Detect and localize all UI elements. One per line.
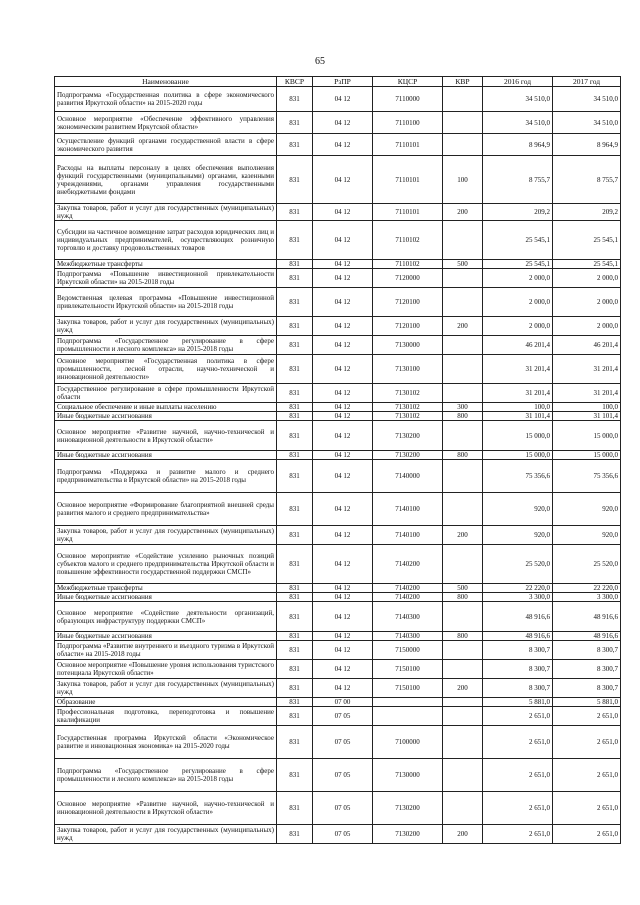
cell-name: Закупка товаров, работ и услуг для государственных (муниципальных) нужд bbox=[55, 526, 277, 545]
table-row bbox=[55, 221, 621, 260]
cell-2017: 2 000,0 bbox=[553, 288, 621, 317]
cell-kcsr: 7150000 bbox=[373, 641, 443, 660]
cell-2016: 8 300,7 bbox=[483, 660, 553, 679]
cell-name: Подпрограмма «Развитие внутреннего и въездного туризма в Иркутской области» на 2015-2018 годы bbox=[55, 641, 277, 660]
cell-kvr: 800 bbox=[443, 593, 483, 602]
header-rzpr: РзПР bbox=[313, 77, 373, 87]
cell-kvr bbox=[443, 493, 483, 526]
cell-kvsr: 831 bbox=[277, 593, 313, 602]
cell-kvsr: 831 bbox=[277, 204, 313, 221]
cell-kvsr: 831 bbox=[277, 412, 313, 421]
cell-kcsr: 7130200 bbox=[373, 451, 443, 460]
cell-kvr: 500 bbox=[443, 260, 483, 269]
cell-kvr: 800 bbox=[443, 412, 483, 421]
cell-name: Подпрограмма «Повышение инвестиционной привлекательности Иркутской области» на 2015-2018 годы bbox=[55, 269, 277, 288]
cell-2017: 15 000,0 bbox=[553, 421, 621, 451]
header-name: Наименование bbox=[55, 77, 277, 87]
cell-name: Межбюджетные трансферты bbox=[55, 260, 277, 269]
table-row bbox=[55, 412, 621, 421]
cell-2016: 75 356,6 bbox=[483, 460, 553, 493]
cell-kcsr: 7100000 bbox=[373, 726, 443, 759]
cell-rzpr: 07 05 bbox=[313, 792, 373, 825]
cell-2016: 2 651,0 bbox=[483, 707, 553, 726]
cell-kvsr: 831 bbox=[277, 726, 313, 759]
cell-2017: 25 520,0 bbox=[553, 545, 621, 584]
table-header bbox=[55, 77, 621, 87]
cell-name: Основное мероприятие «Содействие деятельности организаций, образующих инфраструктуру поддержки СМСП» bbox=[55, 602, 277, 632]
cell-2016: 100,0 bbox=[483, 403, 553, 412]
cell-2017: 8 755,7 bbox=[553, 156, 621, 204]
cell-kvr bbox=[443, 759, 483, 792]
cell-rzpr: 04 12 bbox=[313, 317, 373, 336]
cell-2016: 31 101,4 bbox=[483, 412, 553, 421]
cell-2016: 34 510,0 bbox=[483, 87, 553, 112]
cell-rzpr: 04 12 bbox=[313, 641, 373, 660]
cell-name: Государственная программа Иркутской области «Экономическое развитие и инновационная экономика» на 2015-2020 годы bbox=[55, 726, 277, 759]
cell-rzpr: 04 12 bbox=[313, 593, 373, 602]
table-row bbox=[55, 707, 621, 726]
cell-name: Социальное обеспечение и иные выплаты населению bbox=[55, 403, 277, 412]
cell-rzpr: 04 12 bbox=[313, 260, 373, 269]
cell-kvsr: 831 bbox=[277, 460, 313, 493]
cell-kcsr: 7140100 bbox=[373, 493, 443, 526]
cell-2016: 8 300,7 bbox=[483, 641, 553, 660]
cell-kcsr: 7130100 bbox=[373, 355, 443, 384]
cell-kvr bbox=[443, 355, 483, 384]
cell-name: Закупка товаров, работ и услуг для государственных (муниципальных) нужд bbox=[55, 204, 277, 221]
cell-name: Подпрограмма «Поддержка и развитие малого и среднего предпринимательства в Иркутской области» на 2015-2018 годы bbox=[55, 460, 277, 493]
cell-2017: 2 000,0 bbox=[553, 317, 621, 336]
cell-kvsr: 831 bbox=[277, 260, 313, 269]
header-kvr: КВР bbox=[443, 77, 483, 87]
cell-name: Осуществление функций органами государственной власти в сфере экономического развития bbox=[55, 134, 277, 156]
cell-name: Подпрограмма «Государственное регулирование в сфере промышленности и лесного комплекса» на 2015-2018 годы bbox=[55, 336, 277, 355]
cell-2016: 48 916,6 bbox=[483, 602, 553, 632]
cell-kvr bbox=[443, 641, 483, 660]
cell-2017: 2 651,0 bbox=[553, 825, 621, 844]
cell-kcsr: 7110102 bbox=[373, 260, 443, 269]
cell-2017: 2 651,0 bbox=[553, 726, 621, 759]
table-row bbox=[55, 384, 621, 403]
cell-kvsr: 831 bbox=[277, 526, 313, 545]
cell-2017: 31 201,4 bbox=[553, 384, 621, 403]
cell-name: Ведомственная целевая программа «Повышение инвестиционной привлекательности Иркутской области» на 2015-2018 годы bbox=[55, 288, 277, 317]
cell-2017: 25 545,1 bbox=[553, 260, 621, 269]
cell-kvr: 200 bbox=[443, 204, 483, 221]
cell-rzpr: 07 05 bbox=[313, 825, 373, 844]
cell-2016: 8 755,7 bbox=[483, 156, 553, 204]
header-kvsr: КВСР bbox=[277, 77, 313, 87]
cell-rzpr: 04 12 bbox=[313, 336, 373, 355]
cell-2017: 48 916,6 bbox=[553, 632, 621, 641]
cell-kvsr: 831 bbox=[277, 403, 313, 412]
cell-kcsr: 7110100 bbox=[373, 112, 443, 134]
cell-name: Закупка товаров, работ и услуг для государственных (муниципальных) нужд bbox=[55, 679, 277, 698]
cell-2016: 34 510,0 bbox=[483, 112, 553, 134]
cell-kcsr bbox=[373, 698, 443, 707]
cell-kvr bbox=[443, 602, 483, 632]
cell-rzpr: 04 12 bbox=[313, 112, 373, 134]
cell-2017: 75 356,6 bbox=[553, 460, 621, 493]
cell-name: Профессиональная подготовка, переподготовка и повышение квалификации bbox=[55, 707, 277, 726]
cell-rzpr: 04 12 bbox=[313, 526, 373, 545]
table-row bbox=[55, 493, 621, 526]
cell-rzpr: 04 12 bbox=[313, 288, 373, 317]
cell-kvr: 200 bbox=[443, 825, 483, 844]
cell-kvsr: 831 bbox=[277, 707, 313, 726]
cell-kcsr: 7110102 bbox=[373, 221, 443, 260]
table-row bbox=[55, 204, 621, 221]
cell-2016: 46 201,4 bbox=[483, 336, 553, 355]
cell-kvr bbox=[443, 269, 483, 288]
cell-kvsr: 831 bbox=[277, 792, 313, 825]
cell-kvsr: 831 bbox=[277, 355, 313, 384]
cell-kvsr: 831 bbox=[277, 221, 313, 260]
cell-name: Межбюджетные трансферты bbox=[55, 584, 277, 593]
cell-rzpr: 04 12 bbox=[313, 134, 373, 156]
cell-name: Подпрограмма «Государственное регулирование в сфере промышленности и лесного комплекса» на 2015-2018 годы bbox=[55, 759, 277, 792]
cell-rzpr: 04 12 bbox=[313, 451, 373, 460]
cell-kcsr: 7140200 bbox=[373, 584, 443, 593]
cell-kcsr: 7110101 bbox=[373, 156, 443, 204]
cell-kvsr: 831 bbox=[277, 288, 313, 317]
cell-kvsr: 831 bbox=[277, 317, 313, 336]
cell-rzpr: 07 05 bbox=[313, 726, 373, 759]
cell-kcsr: 7130200 bbox=[373, 421, 443, 451]
cell-2017: 8 300,7 bbox=[553, 641, 621, 660]
cell-rzpr: 04 12 bbox=[313, 204, 373, 221]
cell-rzpr: 04 12 bbox=[313, 460, 373, 493]
cell-kvsr: 831 bbox=[277, 759, 313, 792]
cell-name: Субсидии на частичное возмещение затрат расходов юридических лиц и индивидуальных предпринимателей, осуществляющих розничную торговлю и доставку продовольственных товаров bbox=[55, 221, 277, 260]
cell-kvr: 200 bbox=[443, 317, 483, 336]
header-row bbox=[55, 77, 621, 87]
cell-kvsr: 831 bbox=[277, 602, 313, 632]
cell-name: Основное мероприятие «Формирование благоприятной внешней среды развития малого и среднего предпринимательства» bbox=[55, 493, 277, 526]
table-row bbox=[55, 355, 621, 384]
cell-kvr bbox=[443, 726, 483, 759]
table-row bbox=[55, 726, 621, 759]
cell-kcsr: 7140000 bbox=[373, 460, 443, 493]
cell-kvr bbox=[443, 460, 483, 493]
cell-kvsr: 831 bbox=[277, 112, 313, 134]
cell-kvsr: 831 bbox=[277, 698, 313, 707]
cell-kcsr: 7150100 bbox=[373, 660, 443, 679]
cell-kcsr: 7120000 bbox=[373, 269, 443, 288]
header-kcsr: КЦСР bbox=[373, 77, 443, 87]
cell-kvr: 200 bbox=[443, 679, 483, 698]
cell-kvr bbox=[443, 221, 483, 260]
cell-kcsr: 7130000 bbox=[373, 336, 443, 355]
table-row bbox=[55, 87, 621, 112]
cell-2016: 25 545,1 bbox=[483, 221, 553, 260]
cell-rzpr: 04 12 bbox=[313, 87, 373, 112]
cell-name: Основное мероприятие «Государственная политика в сфере промышленности, лесной отрасли, научно-технической и инновационной деятельности» bbox=[55, 355, 277, 384]
cell-name: Основное мероприятие «Содействие усилению рыночных позиций субъектов малого и среднего предпринимательства Иркутской области и повышение эффективности государственной поддержки СМСП» bbox=[55, 545, 277, 584]
cell-2016: 920,0 bbox=[483, 493, 553, 526]
cell-2017: 209,2 bbox=[553, 204, 621, 221]
table-row bbox=[55, 317, 621, 336]
cell-2016: 48 916,6 bbox=[483, 632, 553, 641]
table-row bbox=[55, 641, 621, 660]
cell-name: Иные бюджетные ассигнования bbox=[55, 451, 277, 460]
cell-name: Основное мероприятие «Повышение уровня использования туристского потенциала Иркутской области» bbox=[55, 660, 277, 679]
cell-kvsr: 831 bbox=[277, 156, 313, 204]
cell-kvsr: 831 bbox=[277, 584, 313, 593]
cell-kvsr: 831 bbox=[277, 134, 313, 156]
cell-kvr: 500 bbox=[443, 584, 483, 593]
cell-rzpr: 04 12 bbox=[313, 403, 373, 412]
cell-rzpr: 04 12 bbox=[313, 412, 373, 421]
cell-kcsr: 7110000 bbox=[373, 87, 443, 112]
header-2016: 2016 год bbox=[483, 77, 553, 87]
cell-2016: 2 000,0 bbox=[483, 317, 553, 336]
cell-rzpr: 04 12 bbox=[313, 421, 373, 451]
cell-kcsr: 7140300 bbox=[373, 602, 443, 632]
table-row bbox=[55, 526, 621, 545]
cell-2016: 209,2 bbox=[483, 204, 553, 221]
table-row bbox=[55, 112, 621, 134]
cell-2016: 8 300,7 bbox=[483, 679, 553, 698]
cell-name: Государственное регулирование в сфере промышленности Иркутской области bbox=[55, 384, 277, 403]
table-row bbox=[55, 421, 621, 451]
cell-rzpr: 04 12 bbox=[313, 584, 373, 593]
cell-rzpr: 07 05 bbox=[313, 759, 373, 792]
cell-2017: 920,0 bbox=[553, 493, 621, 526]
cell-2017: 2 651,0 bbox=[553, 707, 621, 726]
cell-kvsr: 831 bbox=[277, 825, 313, 844]
cell-rzpr: 07 00 bbox=[313, 698, 373, 707]
cell-kvsr: 831 bbox=[277, 451, 313, 460]
cell-name: Иные бюджетные ассигнования bbox=[55, 593, 277, 602]
cell-kvr bbox=[443, 707, 483, 726]
cell-2016: 2 651,0 bbox=[483, 759, 553, 792]
cell-2016: 31 201,4 bbox=[483, 355, 553, 384]
cell-name: Основное мероприятие «Обеспечение эффективного управления экономическим развитием Иркутской области» bbox=[55, 112, 277, 134]
cell-2016: 2 651,0 bbox=[483, 792, 553, 825]
cell-kvr bbox=[443, 288, 483, 317]
cell-kvsr: 831 bbox=[277, 336, 313, 355]
cell-kvsr: 831 bbox=[277, 87, 313, 112]
cell-2017: 2 000,0 bbox=[553, 269, 621, 288]
cell-2016: 2 651,0 bbox=[483, 825, 553, 844]
cell-2017: 5 881,0 bbox=[553, 698, 621, 707]
table-row bbox=[55, 288, 621, 317]
cell-kcsr: 7110101 bbox=[373, 204, 443, 221]
table-row bbox=[55, 660, 621, 679]
cell-2017: 31 201,4 bbox=[553, 355, 621, 384]
cell-kvsr: 831 bbox=[277, 384, 313, 403]
cell-rzpr: 04 12 bbox=[313, 493, 373, 526]
cell-name: Основное мероприятие «Развитие научной, научно-технической и инновационной деятельности в Иркутской области» bbox=[55, 792, 277, 825]
cell-name: Расходы на выплаты персоналу в целях обеспечения выполнения функций государственными (муниципальными) органами, казенными учреждениями, органами управления государственными внебюджетными фондами bbox=[55, 156, 277, 204]
cell-rzpr: 04 12 bbox=[313, 632, 373, 641]
cell-kvsr: 831 bbox=[277, 660, 313, 679]
cell-kvsr: 831 bbox=[277, 641, 313, 660]
cell-2016: 25 545,1 bbox=[483, 260, 553, 269]
cell-kvr bbox=[443, 421, 483, 451]
cell-kvr bbox=[443, 134, 483, 156]
cell-kcsr: 7120100 bbox=[373, 317, 443, 336]
cell-2017: 34 510,0 bbox=[553, 87, 621, 112]
cell-2016: 25 520,0 bbox=[483, 545, 553, 584]
cell-2017: 46 201,4 bbox=[553, 336, 621, 355]
cell-kvr bbox=[443, 87, 483, 112]
cell-2016: 2 000,0 bbox=[483, 269, 553, 288]
table-row bbox=[55, 602, 621, 632]
cell-2016: 5 881,0 bbox=[483, 698, 553, 707]
cell-kvsr: 831 bbox=[277, 679, 313, 698]
cell-name: Основное мероприятие «Развитие научной, научно-технической и инновационной деятельности в Иркутской области» bbox=[55, 421, 277, 451]
cell-kcsr: 7140200 bbox=[373, 593, 443, 602]
cell-rzpr: 04 12 bbox=[313, 679, 373, 698]
cell-kvr bbox=[443, 112, 483, 134]
cell-2017: 920,0 bbox=[553, 526, 621, 545]
cell-2016: 15 000,0 bbox=[483, 451, 553, 460]
table-row bbox=[55, 451, 621, 460]
cell-2017: 2 651,0 bbox=[553, 792, 621, 825]
table-row bbox=[55, 593, 621, 602]
cell-2017: 22 220,0 bbox=[553, 584, 621, 593]
cell-kcsr: 7110101 bbox=[373, 134, 443, 156]
cell-kvsr: 831 bbox=[277, 421, 313, 451]
cell-kcsr: 7130200 bbox=[373, 825, 443, 844]
table-row bbox=[55, 134, 621, 156]
cell-rzpr: 07 05 bbox=[313, 707, 373, 726]
cell-name: Закупка товаров, работ и услуг для государственных (муниципальных) нужд bbox=[55, 317, 277, 336]
cell-2017: 31 101,4 bbox=[553, 412, 621, 421]
cell-rzpr: 04 12 bbox=[313, 221, 373, 260]
cell-rzpr: 04 12 bbox=[313, 660, 373, 679]
cell-2016: 8 964,9 bbox=[483, 134, 553, 156]
cell-kvr bbox=[443, 384, 483, 403]
cell-kcsr: 7140200 bbox=[373, 545, 443, 584]
budget-table bbox=[54, 76, 621, 844]
cell-2016: 3 300,0 bbox=[483, 593, 553, 602]
table-row bbox=[55, 759, 621, 792]
cell-kcsr: 7150100 bbox=[373, 679, 443, 698]
table-row bbox=[55, 632, 621, 641]
cell-name: Закупка товаров, работ и услуг для государственных (муниципальных) нужд bbox=[55, 825, 277, 844]
table-row bbox=[55, 584, 621, 593]
cell-rzpr: 04 12 bbox=[313, 602, 373, 632]
table-row bbox=[55, 336, 621, 355]
cell-2017: 34 510,0 bbox=[553, 112, 621, 134]
table-row bbox=[55, 679, 621, 698]
cell-kvsr: 831 bbox=[277, 269, 313, 288]
cell-kvr: 300 bbox=[443, 403, 483, 412]
cell-2017: 2 651,0 bbox=[553, 759, 621, 792]
cell-kcsr: 7120100 bbox=[373, 288, 443, 317]
cell-kcsr: 7130102 bbox=[373, 412, 443, 421]
cell-kvr: 800 bbox=[443, 451, 483, 460]
cell-rzpr: 04 12 bbox=[313, 545, 373, 584]
cell-kvr: 100 bbox=[443, 156, 483, 204]
cell-kvr bbox=[443, 545, 483, 584]
cell-kvr bbox=[443, 698, 483, 707]
table-row bbox=[55, 269, 621, 288]
cell-rzpr: 04 12 bbox=[313, 355, 373, 384]
cell-2016: 2 000,0 bbox=[483, 288, 553, 317]
cell-name: Иные бюджетные ассигнования bbox=[55, 632, 277, 641]
cell-kcsr: 7130102 bbox=[373, 384, 443, 403]
cell-kvr bbox=[443, 660, 483, 679]
table-row bbox=[55, 698, 621, 707]
cell-name: Иные бюджетные ассигнования bbox=[55, 412, 277, 421]
cell-2017: 48 916,6 bbox=[553, 602, 621, 632]
cell-kvr: 800 bbox=[443, 632, 483, 641]
table-row bbox=[55, 403, 621, 412]
cell-2016: 2 651,0 bbox=[483, 726, 553, 759]
page-number: 65 bbox=[315, 56, 325, 67]
cell-kcsr: 7140300 bbox=[373, 632, 443, 641]
cell-2016: 15 000,0 bbox=[483, 421, 553, 451]
table-row bbox=[55, 260, 621, 269]
cell-kvsr: 831 bbox=[277, 545, 313, 584]
cell-2016: 22 220,0 bbox=[483, 584, 553, 593]
table-row bbox=[55, 825, 621, 844]
cell-2017: 15 000,0 bbox=[553, 451, 621, 460]
cell-kvr: 200 bbox=[443, 526, 483, 545]
cell-rzpr: 04 12 bbox=[313, 156, 373, 204]
cell-kcsr: 7130200 bbox=[373, 792, 443, 825]
cell-2016: 920,0 bbox=[483, 526, 553, 545]
cell-2017: 3 300,0 bbox=[553, 593, 621, 602]
cell-kcsr bbox=[373, 707, 443, 726]
cell-2017: 8 964,9 bbox=[553, 134, 621, 156]
cell-2017: 8 300,7 bbox=[553, 679, 621, 698]
table-row bbox=[55, 792, 621, 825]
cell-rzpr: 04 12 bbox=[313, 384, 373, 403]
cell-rzpr: 04 12 bbox=[313, 269, 373, 288]
cell-kvsr: 831 bbox=[277, 493, 313, 526]
cell-name: Подпрограмма «Государственная политика в сфере экономического развития Иркутской области» на 2015-2020 годы bbox=[55, 87, 277, 112]
cell-2016: 31 201,4 bbox=[483, 384, 553, 403]
table-body bbox=[55, 87, 621, 844]
cell-kvr bbox=[443, 792, 483, 825]
table-row bbox=[55, 460, 621, 493]
cell-2017: 100,0 bbox=[553, 403, 621, 412]
cell-name: Образование bbox=[55, 698, 277, 707]
cell-kvsr: 831 bbox=[277, 632, 313, 641]
cell-2017: 8 300,7 bbox=[553, 660, 621, 679]
table-row bbox=[55, 545, 621, 584]
cell-kcsr: 7140100 bbox=[373, 526, 443, 545]
cell-2017: 25 545,1 bbox=[553, 221, 621, 260]
cell-kcsr: 7130000 bbox=[373, 759, 443, 792]
header-2017: 2017 год bbox=[553, 77, 621, 87]
table-row bbox=[55, 156, 621, 204]
cell-kvr bbox=[443, 336, 483, 355]
cell-kcsr: 7130102 bbox=[373, 403, 443, 412]
